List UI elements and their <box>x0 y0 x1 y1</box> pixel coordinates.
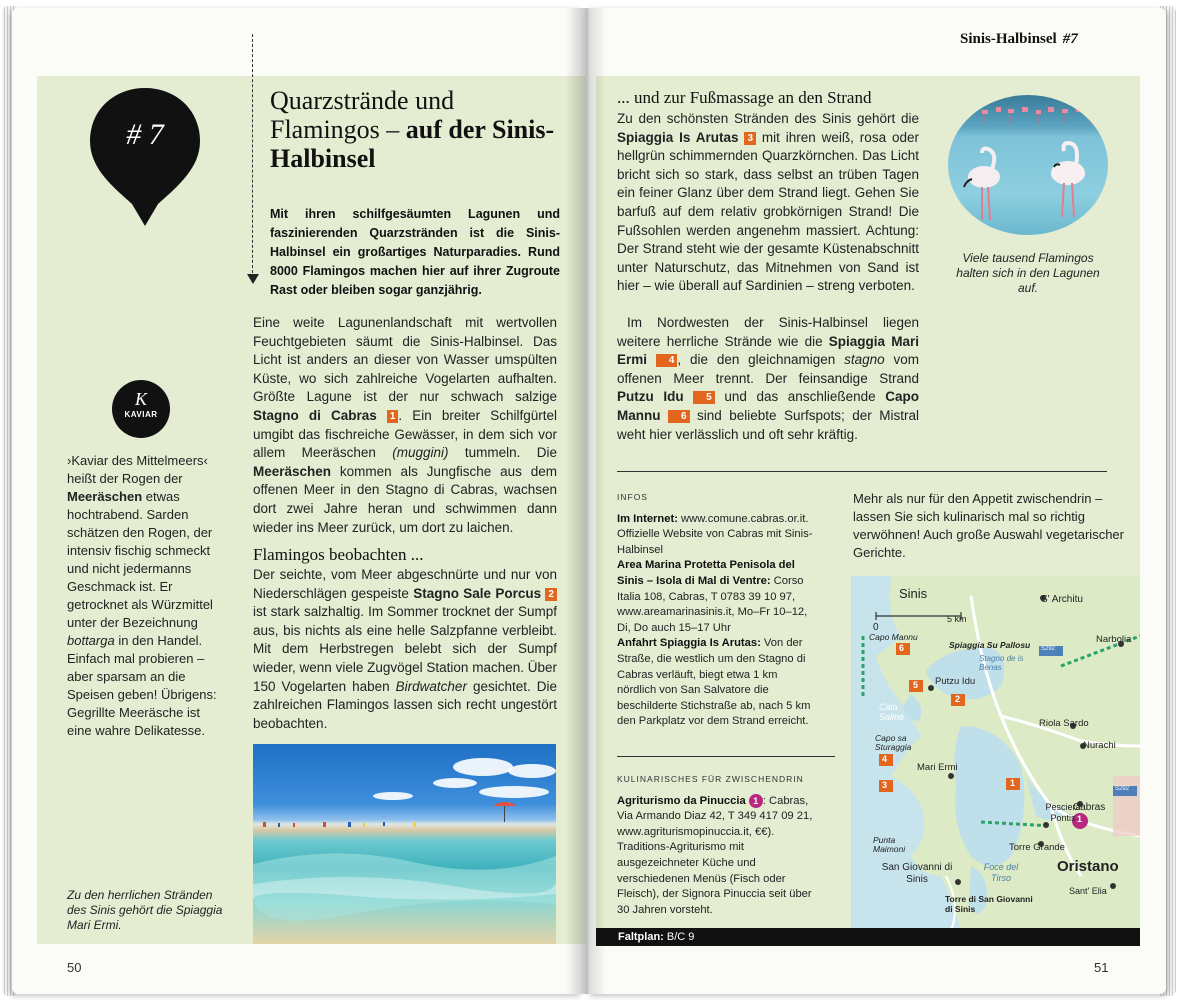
map-marker: 6 <box>899 643 905 653</box>
body-paragraph-2 <box>253 566 557 733</box>
sinis-map <box>851 576 1140 930</box>
infos-box <box>617 490 813 730</box>
info-text: Von der Straße, die westlich um den Stagno di Cabras verläuft, biegt etwa 1 km nördlich von San Salvatore die beschilderte Stichstraße ab, nach 5 km den Parkplatz vor dem Strand erreicht. <box>617 637 811 728</box>
map-label: Riola Sardo <box>1039 718 1089 729</box>
subheading-fussmassage: ... und zur Fußmassage an den Strand <box>617 88 872 107</box>
map-label: Cala Saline <box>879 702 905 722</box>
body-text: gesichtet. Die zahlreichen Flamingos lassen sich recht ungestört beobachten. <box>253 678 557 731</box>
culinary-box <box>617 772 813 918</box>
map-marker: 3 <box>882 780 888 790</box>
arrow-down-icon <box>247 274 259 284</box>
sidebar-text: ›Kaviar des Mittelmeers‹ heißt der Rogen der <box>67 453 208 486</box>
map-scale-zero: 0 <box>873 622 879 633</box>
map-label: Torre Grande <box>1009 842 1065 853</box>
culinary-label: Agriturismo da Pinuccia <box>617 794 746 807</box>
map-label: Putzu Idu <box>935 676 976 687</box>
faltplan-label: Faltplan: <box>618 931 664 943</box>
kaviar-sidebar-text <box>67 452 227 740</box>
body-text: Eine weite Lagunenlandschaft mit wertvollen Feuchtgebieten säumt die Sinis-Halbinsel. Das Licht ist anders an dieser von Wasser umspülten Küste, wo sich zahlreiche Vogelarten aufhalten. Größte Lagune ist der nur schwach salzige <box>253 315 557 405</box>
flamingo-photo <box>948 95 1108 235</box>
map-label: San Giovanni di Sinis <box>881 862 953 885</box>
map-label: Nurachi <box>1083 740 1116 751</box>
chapter-number: # 7 <box>126 118 164 151</box>
map-label: Oristano <box>1057 858 1119 875</box>
map-label: S' Architu <box>1041 594 1083 605</box>
map-road-label: S292 <box>1115 786 1130 792</box>
map-label: Torre di San Giovanni di Sinis <box>945 894 1033 914</box>
map-marker-badge: 6 <box>668 410 690 423</box>
lead-paragraph: Mit ihren schilfgesäumten Lagunen und faszinierenden Quarzstränden ist die Sinis-Halbinsel ein großartiges Naturparadies. Rund 8000 Flamingos machen hier auf ihrer Zugroute Rast oder bleiben sogar ganzjährig. <box>270 207 560 297</box>
map-pink-marker: 1 <box>1077 814 1083 824</box>
faltplan-bar <box>596 928 1140 946</box>
body-text: vom offenen Meer trennt. Der feinsandige Strand <box>617 352 919 386</box>
map-marker-badge: 1 <box>387 410 399 423</box>
map-marker-badge: 5 <box>693 391 715 404</box>
culinary-marker: 1 <box>749 794 763 808</box>
divider-line <box>617 471 1107 472</box>
right-body-paragraph-1 <box>617 110 919 296</box>
place-name: Stagno Sale Porcus <box>413 585 542 601</box>
chapter-title <box>270 86 570 173</box>
map-marker-badge: 4 <box>656 354 678 367</box>
map-road-label: S292 <box>1041 646 1056 652</box>
body-text: und das anschließende <box>724 389 876 405</box>
map-label: Foce del Tirso <box>983 862 1019 883</box>
beach-photo <box>253 744 556 944</box>
running-head-title: Sinis-Halbinsel <box>960 31 1057 47</box>
map-marker: 1 <box>1010 778 1016 788</box>
body-text: Der seichte, vom Meer abgeschnürte und nur von Niederschlägen gespeiste <box>253 567 557 601</box>
info-area-marina <box>617 558 813 636</box>
info-internet <box>617 512 813 559</box>
map-label: Spiaggia Su Pallosu <box>949 640 1031 650</box>
dashed-guide-line <box>252 34 253 278</box>
map-label: Cabras <box>1073 802 1106 813</box>
title-light: Quarzstrände und Flamingos – <box>270 86 455 144</box>
sidebar-text: etwas hochtrabend. Sarden schätzen den Rogen, der intensiv fischig schmeckt und nicht jedermanns Geschmack ist. Er getrocknet als Würzmittel unter der Bezeichnung <box>67 489 213 630</box>
map-marker: 2 <box>955 694 961 704</box>
italic-term: stagno <box>844 352 885 368</box>
map-label: Stagno de is Benas <box>979 654 1024 672</box>
faltplan-value: B/C 9 <box>666 931 695 943</box>
culinary-entry <box>617 794 813 919</box>
place-name: Capo Mannu <box>617 389 919 423</box>
book-gutter <box>566 8 606 994</box>
body-text: Im Nordwesten der Sinis-Halbinsel liegen weitere herrliche Strände wie die <box>617 315 919 349</box>
map-marker-badge: 3 <box>744 132 756 145</box>
body-paragraph-1 <box>253 314 557 537</box>
italic-term: (muggini) <box>392 445 449 461</box>
map-marker: 4 <box>882 754 888 764</box>
body-text: , die den gleichnamigen <box>677 352 836 368</box>
body-text: mit ihren weiß, rosa oder hellgrün schimmernden Quarzkörnchen. Das Licht bricht sich so stark, dass selbst an trüben Tagen ein feiner Glanz über dem Strand liegt. Gehen Sie barfuß auf dem relativ grobkörnigen Strand! Die Fußsohlen werden angenehm massiert. Achtung: Der Strand steht wie der gesamte Küstenabschnitt unter Naturschutz, das Mitnehmen von Sand ist hier – wie überall auf Sardinien – streng verboten. <box>617 129 919 294</box>
bold-term: Meeräschen <box>67 489 143 504</box>
body-text: ist stark salzhaltig. Im Sommer trocknet der Sumpf aus, bis nichts als eine helle Salzpfanne verbleibt. Mit dem Herbstregen belebt sich der Sumpf wieder, wenn viele Zugvögel Station machen. Über 150 Vogelarten haben <box>253 604 557 694</box>
info-label: Anfahrt Spiaggia Is Arutas: <box>617 637 761 650</box>
page-number-left: 50 <box>67 960 82 975</box>
divider-line <box>617 756 835 757</box>
bold-term: Meeräschen <box>253 463 332 479</box>
map-label: Punta Maimoni <box>873 835 906 854</box>
map-region-label: Sinis <box>899 586 928 601</box>
running-head <box>960 31 1078 48</box>
infos-heading: INFOS <box>617 492 648 502</box>
place-name: Putzu Idu <box>617 389 684 405</box>
place-name: Stagno di Cabras <box>253 407 377 423</box>
place-name: Spiaggia Is Arutas <box>617 129 739 145</box>
page-number-right: 51 <box>1094 960 1109 975</box>
info-label: Im Internet: <box>617 512 678 525</box>
map-label: Pesciera Pontis <box>1045 802 1081 823</box>
map-scale-five: 5 km <box>947 614 967 624</box>
body-text: kommen als Jungfische aus dem offenen Meer in den Stagno di Cabras, wachsen dort zwei Jahre heran und schwimmen dann wieder ins Meer zurück, um dort zu laichen. <box>253 463 557 535</box>
running-head-number: #7 <box>1062 31 1078 47</box>
map-marker-badge: 2 <box>545 588 557 601</box>
flamingo-photo-caption: Viele tausend Flamingos halten sich in den Lagunen auf. <box>956 251 1100 295</box>
map-marker: 5 <box>913 680 919 690</box>
sidebar-text: in den Handel. Einfach mal probieren – aber sparsam an die Speisen geben! Übrigens: Gegrillte Meeräsche ist eine wahre Delikatesse. <box>67 633 217 738</box>
map-label: Capo Mannu <box>869 632 918 642</box>
info-text: Corso Italia 108, Cabras, T 0783 39 10 97, www.areamarinasinis.it, Mo–Fr 10–12, Di, Do auch 15–17 Uhr <box>617 574 808 634</box>
italic-term: bottarga <box>67 633 115 648</box>
title-bold: auf der Sinis-Halbinsel <box>270 115 555 173</box>
place-name: Spiaggia Mari Ermi <box>617 333 919 368</box>
body-text: . Ein breiter Schilfgürtel umgibt das fischreiche Gewässer, in dem sich vor allem Meeräschen <box>253 407 557 461</box>
culinary-text: : Cabras, Via Armando Diaz 42, T 349 417 09 21, www.agriturismopinuccia.it, €€). Traditions-Agriturismo mit ausgezeichneter Küche und verschiedenen Menüs (Fisch oder Fleisch), der Signora Pinuccia seit über 30 Jahren vorsteht. <box>617 794 813 916</box>
culinary-heading: KULINARISCHES FÜR ZWISCHENDRIN <box>617 774 804 784</box>
body-text: Zu den schönsten Stränden des Sinis gehört die <box>617 111 919 126</box>
map-label: Narbolia <box>1096 634 1132 645</box>
italic-term: Birdwatcher <box>395 678 467 694</box>
map-label: Sant' Elia <box>1069 886 1107 896</box>
body-text: sind beliebte Surfspots; der Mistral weht hier verlässlich und oft sehr kräftig. <box>617 407 919 442</box>
beach-photo-caption: Zu den herrlichen Stränden des Sinis gehört die Spiaggia Mari Ermi. <box>67 888 223 932</box>
location-pin-icon <box>88 86 202 228</box>
right-body-paragraph-2 <box>617 314 919 444</box>
map-label: Mari Ermi <box>917 762 958 773</box>
promo-text: Mehr als nur für den Appetit zwischendrin – lassen Sie sich kulinarisch mal so richtig verwöhnen! Auch große Auswahl vegetarischer Gerichte. <box>853 491 1124 560</box>
info-text: www.comune.cabras.or.it. Offizielle Website von Cabras mit Sinis-Halbinsel <box>617 512 813 556</box>
body-text: tummeln. Die <box>464 445 557 461</box>
info-anfahrt <box>617 636 813 730</box>
kaviar-word: KAVIAR <box>124 410 158 419</box>
kaviar-badge <box>112 380 170 438</box>
map-label: Capo sa Sturaggia <box>875 733 912 752</box>
kaviar-letter: K <box>134 389 147 409</box>
subheading-flamingos: Flamingos beobachten ... <box>253 545 424 564</box>
info-label: Area Marina Protetta Penisola del Sinis – Isola di Mal di Ventre: <box>617 559 795 587</box>
